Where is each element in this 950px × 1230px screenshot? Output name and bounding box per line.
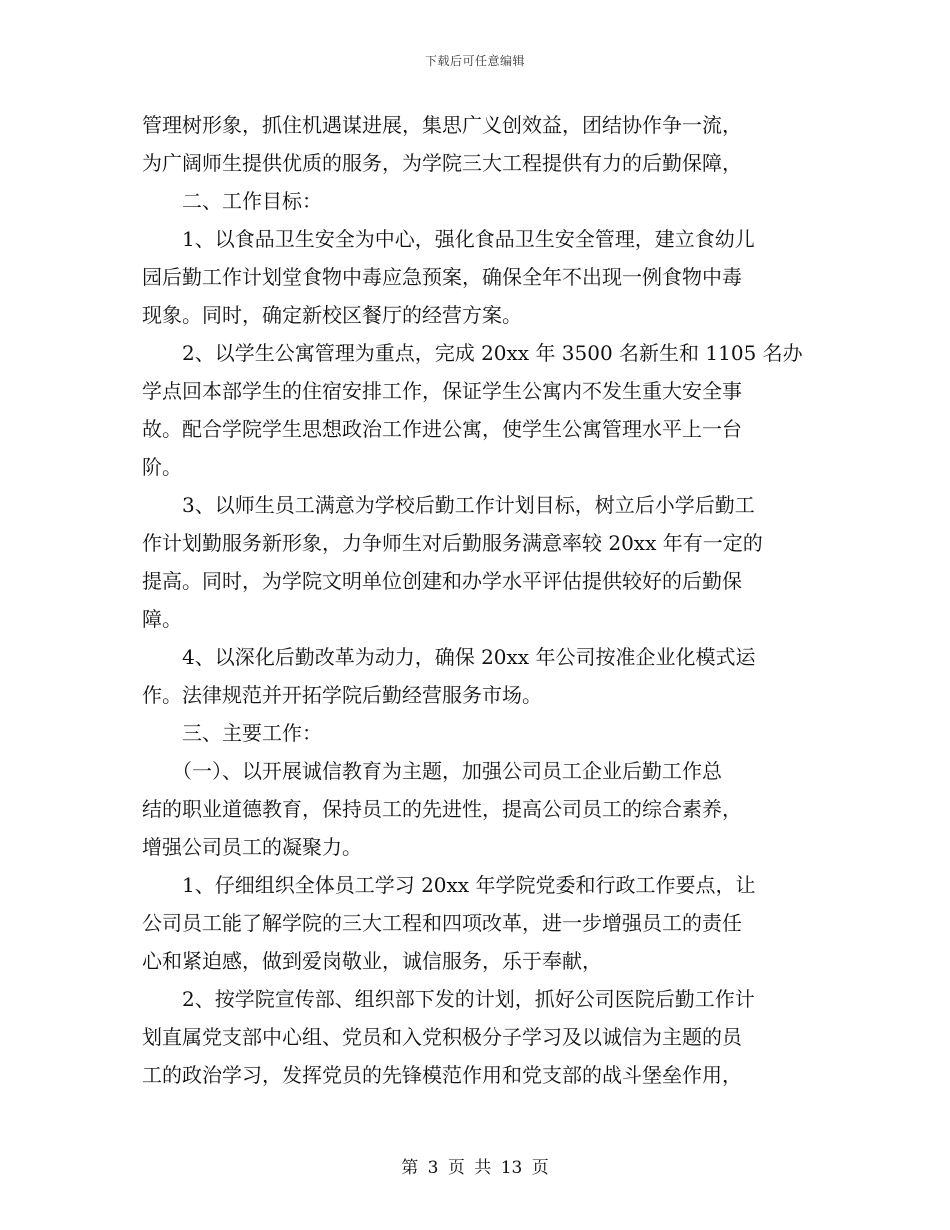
- text-line: 阶。: [142, 455, 182, 479]
- text-line: 故。配合学院学生思想政治工作进公寓，使学生公寓管理水平上一台: [142, 417, 742, 441]
- text-line: 为广阔师生提供优质的服务，为学院三大工程提供有力的后勤保障，: [142, 151, 742, 175]
- text-line: 工的政治学习，发挥党员的先锋模范作用和党支部的战斗堡垒作用，: [142, 1063, 742, 1087]
- text-line: 提高。同时，为学院文明单位创建和办学水平评估提供较好的后勤保: [142, 569, 742, 593]
- text-line: 结的职业道德教育，保持员工的先进性，提高公司员工的综合素养，: [142, 797, 742, 821]
- text-line: 作计划勤服务新形象，力争师生对后勤服务满意率较 20xx 年有一定的: [142, 531, 763, 555]
- text-line: 增强公司员工的凝聚力。: [142, 835, 362, 859]
- text-line: 学点回本部学生的住宿安排工作，保证学生公寓内不发生重大安全事: [142, 379, 742, 403]
- text-line: 划直属党支部中心组、党员和入党积极分子学习及以诚信为主题的员: [142, 1025, 742, 1049]
- text-line: 管理树形象，抓住机遇谋进展，集思广义创效益，团结协作争一流，: [142, 113, 742, 137]
- text-line: 1、仔细组织全体员工学习 20xx 年学院党委和行政工作要点，让: [142, 873, 756, 897]
- text-line: 障。: [142, 607, 182, 631]
- text-line: 4、以深化后勤改革为动力，确保 20xx 年公司按准企业化模式运: [142, 645, 756, 669]
- section-heading: 三、主要工作：: [142, 721, 322, 745]
- text-line: 2、以学生公寓管理为重点，完成 20xx 年 3500 名新生和 1105 名办: [142, 341, 803, 365]
- text-line: 3、以师生员工满意为学校后勤工作计划目标，树立后小学后勤工: [142, 493, 755, 517]
- text-line: 园后勤工作计划堂食物中毒应急预案，确保全年不出现一例食物中毒: [142, 265, 742, 289]
- text-line: 心和紧迫感，做到爱岗敬业，诚信服务，乐于奉献，: [142, 949, 602, 973]
- document-body: [142, 106, 810, 1094]
- text-line: 2、按学院宣传部、组织部下发的计划，抓好公司医院后勤工作计: [142, 987, 755, 1011]
- page-header: 下载后可任意编辑: [424, 54, 525, 68]
- section-heading: 二、工作目标：: [142, 189, 322, 213]
- page-number: 第 3 页 共 13 页: [401, 1158, 549, 1178]
- text-line: 作。法律规范并开拓学院后勤经营服务市场。: [142, 683, 542, 707]
- text-line: （一）、以开展诚信教育为主题，加强公司员工企业后勤工作总: [142, 759, 722, 783]
- text-line: 1、以食品卫生安全为中心，强化食品卫生安全管理，建立食幼儿: [142, 227, 755, 251]
- text-line: 公司员工能了解学院的三大工程和四项改革，进一步增强员工的责任: [142, 911, 742, 935]
- text-line: 现象。同时，确定新校区餐厅的经营方案。: [142, 303, 522, 327]
